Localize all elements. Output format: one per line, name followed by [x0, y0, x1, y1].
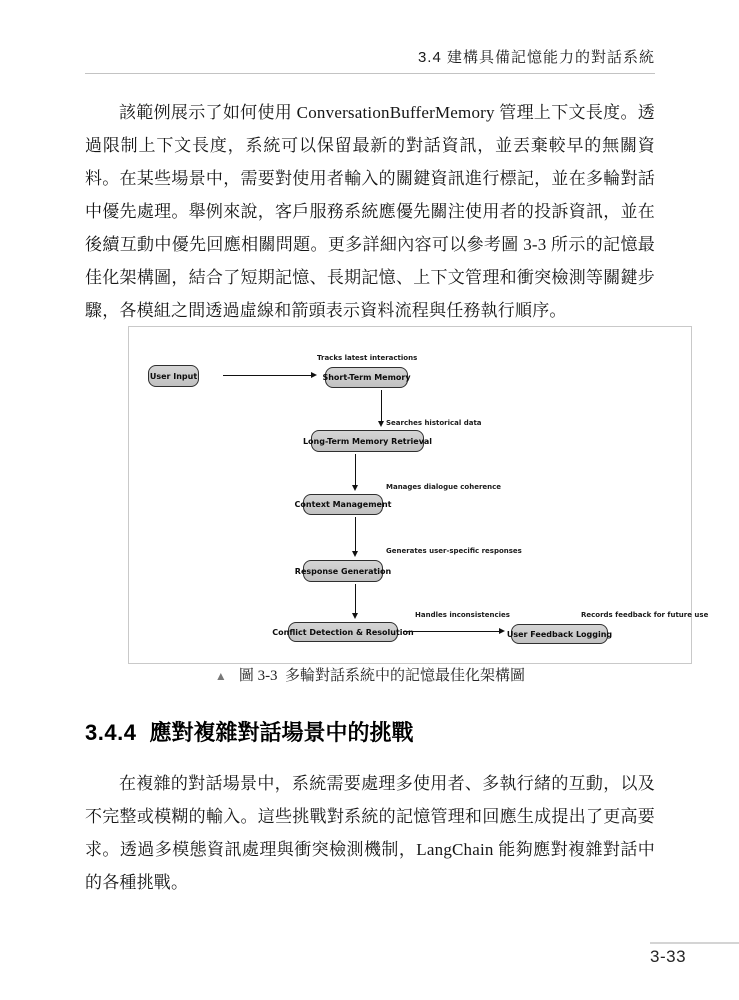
node-short-term-memory: Short-Term Memory	[325, 367, 408, 388]
arrow-short-term-memory-to-long-term-memory-retrieval	[381, 390, 382, 425]
edge-label-records-feedback-for-future-use: Records feedback for future use	[581, 611, 709, 619]
running-head-title: 3.4 建構具備記憶能力的對話系統	[417, 49, 655, 66]
node-conflict-detection-resolution: Conflict Detection & Resolution	[288, 622, 398, 642]
arrow-conflict-detection-to-user-feedback-logging	[403, 631, 503, 632]
arrow-long-term-memory-retrieval-to-context-management	[355, 454, 356, 489]
arrow-response-generation-to-conflict-detection	[355, 584, 356, 617]
edge-label-searches-historical-data: Searches historical data	[386, 419, 482, 427]
header-rule	[85, 73, 655, 74]
edge-label-tracks-latest-interactions: Tracks latest interactions	[317, 354, 418, 362]
page-number: 3-33	[650, 947, 687, 966]
figure-caption-text: 圖 3-3 多輪對話系統中的記憶最佳化架構圖	[238, 668, 526, 684]
caption-triangle-icon: ▲	[214, 669, 227, 683]
section-heading	[85, 716, 413, 747]
paragraph-2: 在複雜的對話場景中，系統需要處理多使用者、多執行緒的互動，以及不完整或模糊的輸入。這些挑戰對系統的記憶管理和回應生成提出了更高要求。透過多模態資訊處理與衝突檢測機制，LangChain 能夠應對複雜對話中的各種挑戰。	[85, 774, 655, 892]
edge-label-generates-user-specific-responses: Generates user-specific responses	[386, 547, 522, 555]
node-user-feedback-logging: User Feedback Logging	[511, 624, 608, 644]
node-user-input: User Input	[148, 365, 199, 387]
footer-rule	[650, 942, 739, 944]
edge-label-manages-dialogue-coherence: Manages dialogue coherence	[386, 483, 502, 491]
section-title: 應對複雜對話場景中的挑戰	[149, 720, 414, 745]
figure-caption	[85, 664, 655, 685]
section-number: 3.4.4	[85, 720, 137, 745]
arrow-context-management-to-response-generation	[355, 517, 356, 555]
node-long-term-memory-retrieval: Long-Term Memory Retrieval	[311, 430, 424, 452]
node-response-generation: Response Generation	[303, 560, 383, 582]
paragraph-1: 該範例展示了如何使用 ConversationBufferMemory 管理上下文長度。透過限制上下文長度，系統可以保留最新的對話資訊，並丟棄較早的無關資料。在某些場景中，需要對使用者輸入的關鍵資訊進行標記，並在多輪對話中優先處理。舉例來說，客戶服務系統應優先關注使用者的投訴資訊，並在後續互動中優先回應相關問題。更多詳細內容可以參考圖 3-3 所示的記憶最佳化架構圖，結合了短期記憶、長期記憶、上下文管理和衝突檢測等關鍵步驟，各模組之間透過虛線和箭頭表示資料流程與任務執行順序。	[85, 103, 655, 320]
edge-label-handles-inconsistencies: Handles inconsistencies	[415, 611, 510, 619]
node-context-management: Context Management	[303, 494, 383, 515]
figure-3-3-diagram	[128, 326, 709, 664]
arrow-user-input-to-short-term-memory	[223, 375, 315, 376]
